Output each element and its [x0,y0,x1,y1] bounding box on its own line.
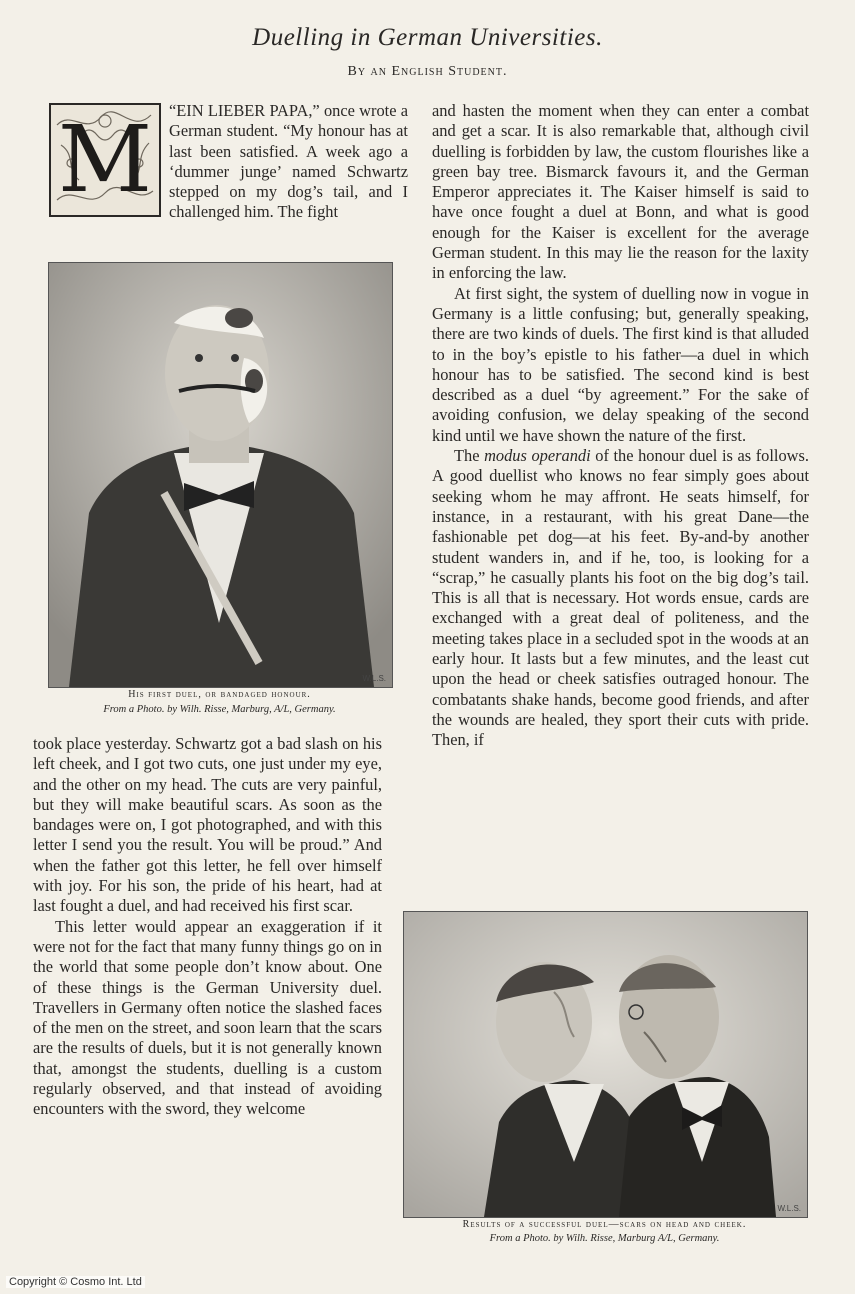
column-1-bottom [33,734,382,1120]
photo2-caption: Results of a successful duel—scars on head and cheek. [462,1219,747,1230]
column-2 [432,101,809,751]
column-1-top [33,101,408,223]
paragraph: took place yesterday. Schwartz got a bad slash on his left cheek, and I got two cuts, one just under my eye, and the other on my head. The cuts are very painful, but they will make beautiful scars. As soon as the bandages were on, I got photographed, and with this letter I send you the result. You will be proud.” And when the father got this letter, he fell over himself with joy. For his son, the pride of his heart, had at last fought a duel, and had received his first scar. [33,734,382,916]
text-run: The [454,446,485,466]
portrait-bandaged-icon [49,263,392,687]
photo2-credit: From a Photo. by Wilh. Risse, Marburg A/L, Germany. [489,1233,720,1244]
photo1-caption: His first duel, or bandaged honour. [128,689,311,700]
decorative-initial [49,103,161,217]
portrait-two-students-icon [404,912,807,1217]
engraver-signature: W.L.S. [777,1204,801,1213]
paragraph: and hasten the moment when they can enter a combat and get a scar. It is also remarkable that, although civil duelling is forbidden by law, the custom flourishes like a green bay tree. Bismarck favours it, and the German Emperor appreciates it. The Kaiser himself is said to have once fought a duel at Bonn, and what is good enough for the Kaiser is excellent for the average German student. In this may lie the reason for the laxity in enforcing the law. [432,101,809,283]
article-byline: By an English Student. [347,64,508,79]
copyright-notice: Copyright © Cosmo Int. Ltd [6,1276,145,1288]
photo-scarred-students [403,911,808,1218]
article-title: Duelling in German Universities. [252,24,603,51]
photo1-credit: From a Photo. by Wilh. Risse, Marburg, A/L, Germany. [103,704,336,715]
dropcap-letter: M [57,106,153,213]
photo-bandaged-student [48,262,393,688]
paragraph: This letter would appear an exaggeration if it were not for the fact that many funny things go on in the world that some people don’t know about. One of these things is the German University duel. Travellers in Germany often notice the slashed faces of the men on the street, and soon learn that the scars are the results of duels, but it is not generally known that, amongst the students, duelling is a custom regularly observed, and that instead of avoiding encounters with the sword, they welcome [33,916,382,1119]
text-run: of the honour duel is as follows. A good duellist who knows no fear simply goes about seeking whom he may affront. He seats himself, for instance, in a restaurant, with his great Dane—the fashionable pet dog—at his feet. By-and-by another student wanders in, and if he, too, is looking for a “scrap,” he casually plants his foot on the big dog’s tail. This is all that is necessary. Hot words ensue, cards are exchanged with a great deal of politeness, and the meeting takes place in a secluded spot in the woods at an early hour. It lasts but a few minutes, and the least cut upon the head or cheek satisfies outraged honour. The combatants shake hands, become good friends, and after the wounds are healed, they sport their cuts with pride. Then, if [432,446,809,750]
opening-paragraph: “EIN LIEBER PAPA,” once wrote a German student. “My honour has at last been satisfied. A week ago a ‘dummer junge’ named Schwartz stepped on my dog’s tail, and I challenged him. The fight [169,101,408,222]
engraver-signature: W.L.S. [362,674,386,683]
paragraph: At first sight, the system of duelling now in vogue in Germany is a little confusing; but, generally speaking, there are two kinds of duels. The first kind is that alluded to in the boy’s epistle to his father—a duel in which honour has to be satisfied. The second kind is best described as a duel “by agreement.” For the sake of avoiding confusion, we delay speaking of the second kind until we have shown the nature of the first. [432,283,809,445]
italic-term: modus operandi [484,446,591,466]
paragraph [432,446,809,750]
